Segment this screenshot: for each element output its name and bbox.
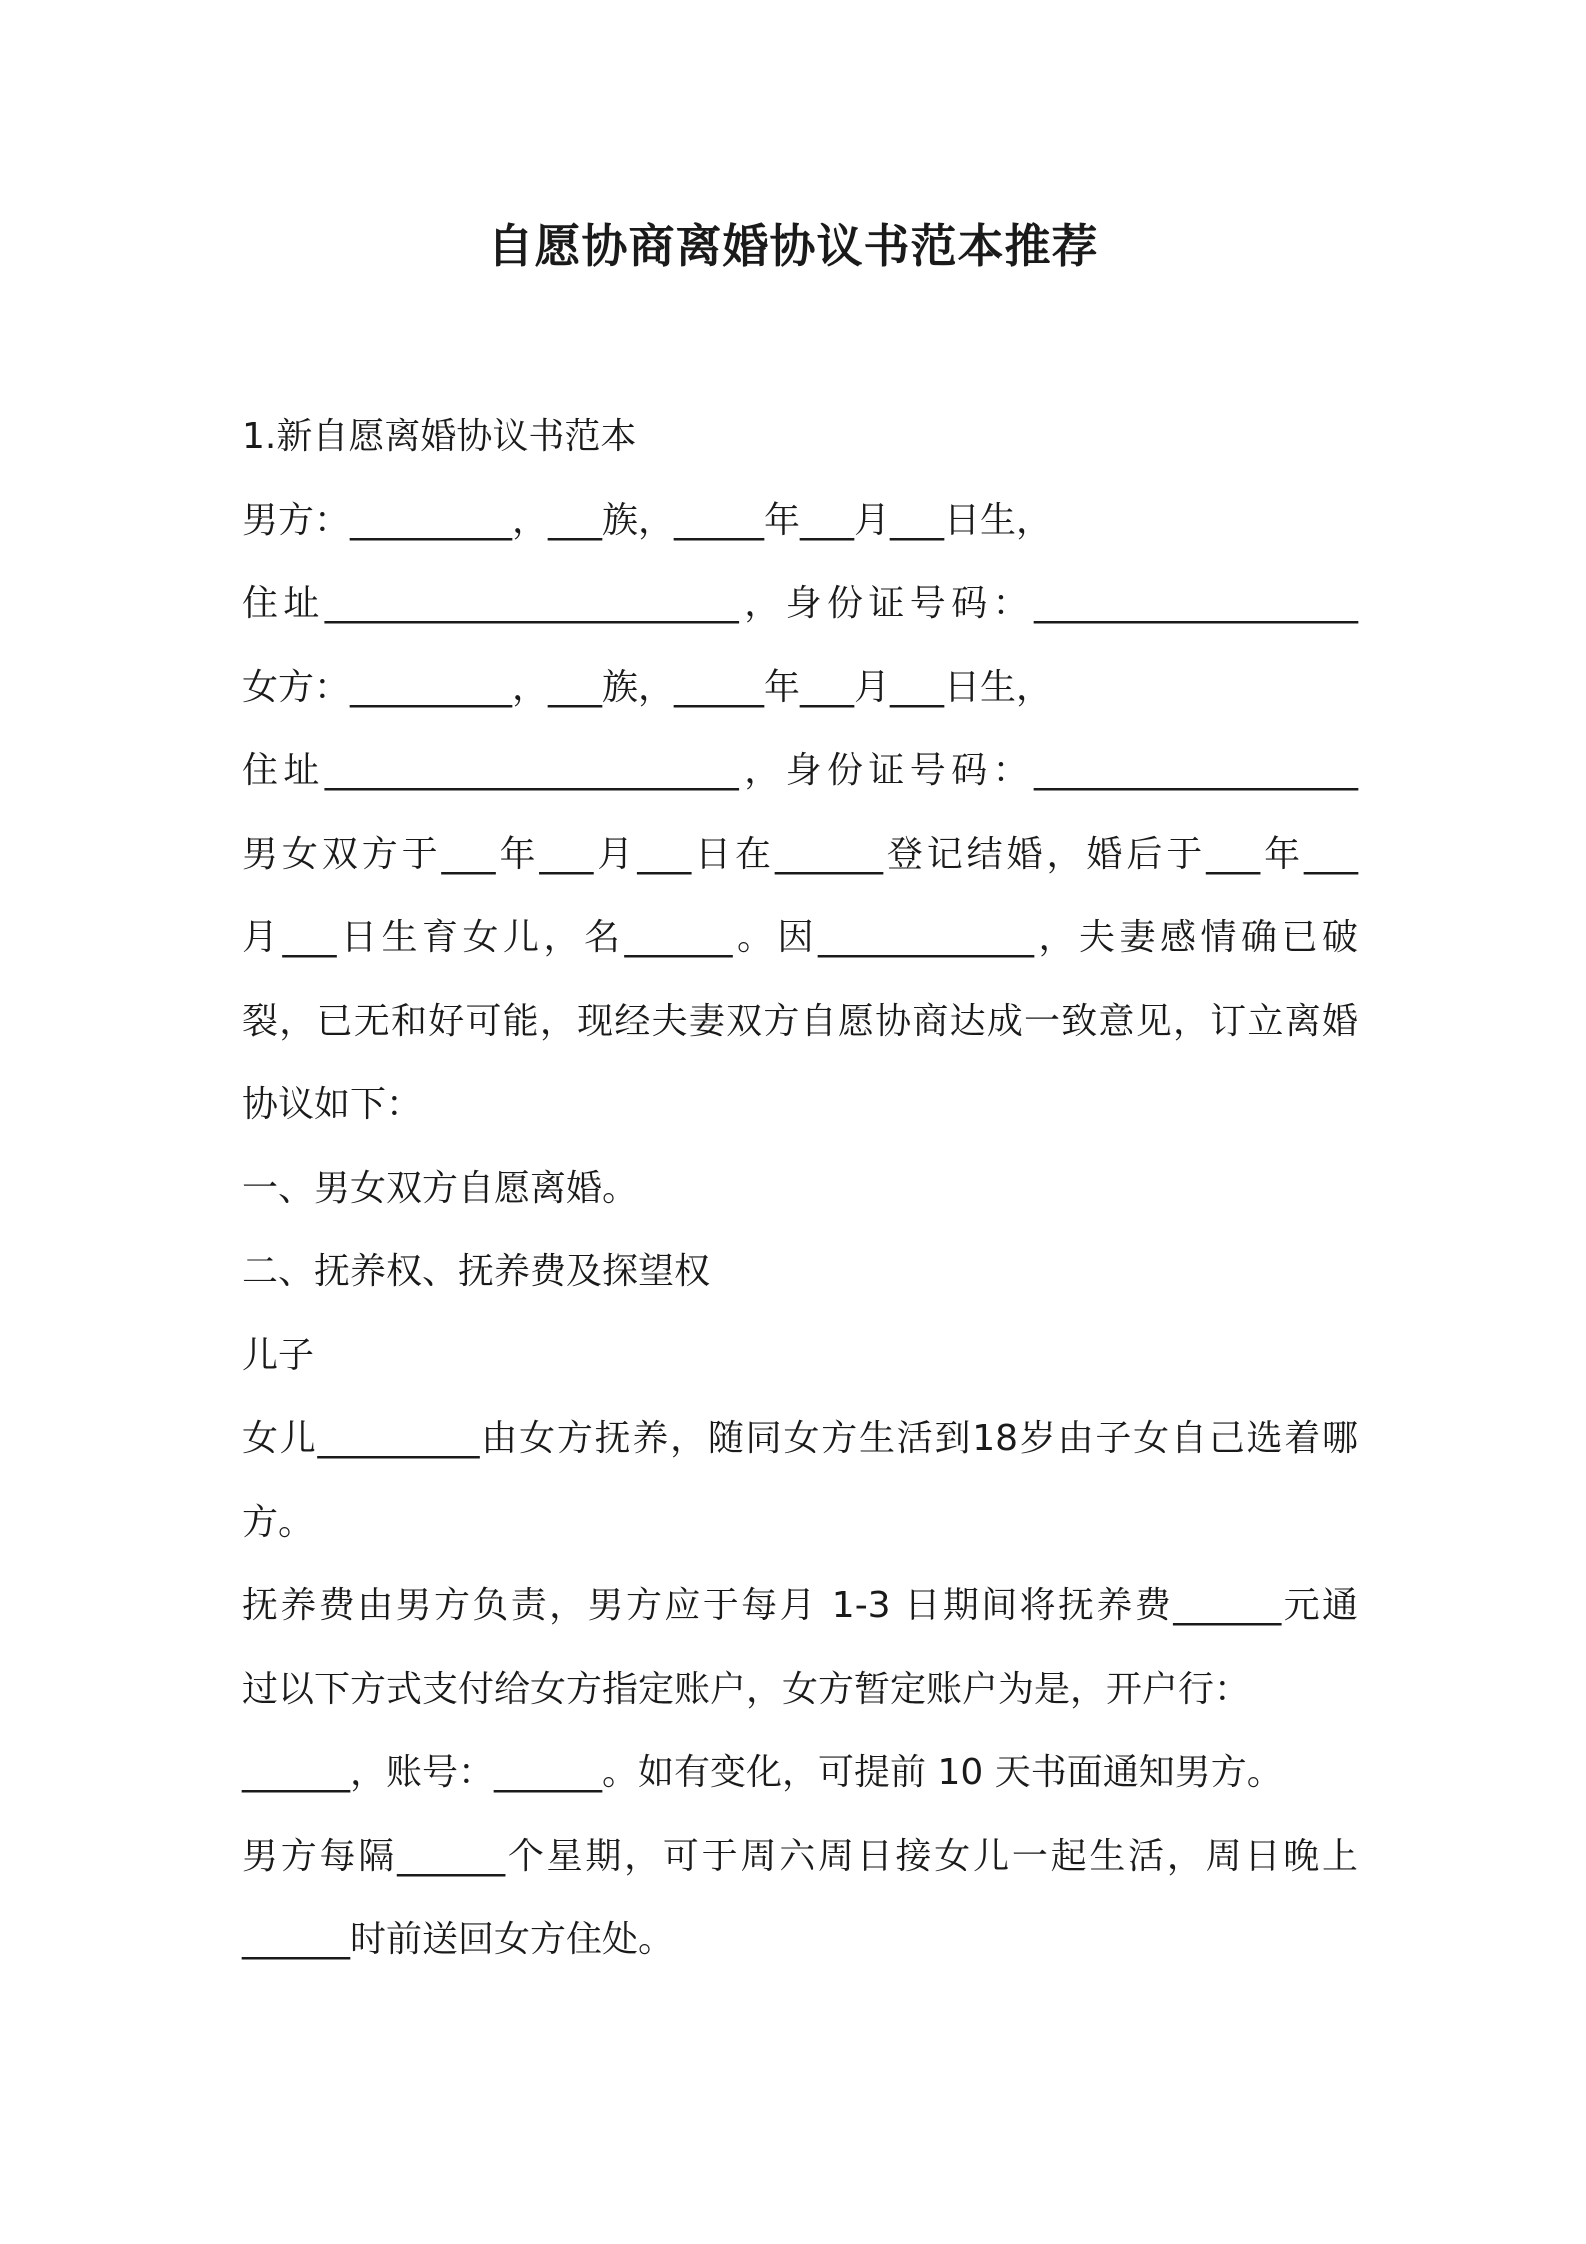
son-label: 儿子 (242, 1334, 315, 1376)
male-party-line: 男方：_________，___族，_____年___月___日生， (242, 499, 1053, 541)
visitation-line-2: ______时前送回女方住处。 (242, 1919, 675, 1960)
visitation-line-1: 男方每隔______个星期，可于周六周日接女儿一起生活，周日晚上 (242, 1835, 1358, 1877)
clause-two-heading: 二、抚养权、抚养费及探望权 (242, 1251, 711, 1292)
support-line-1: 抚养费由男方负责，男方应于每月 1-3 日期间将抚养费______元通 (242, 1585, 1358, 1626)
marriage-paragraph-line-1: 男女双方于___年___月___日在______登记结婚，婚后于___年___ (242, 833, 1358, 875)
document-title: 自愿协商离婚协议书范本推荐 (487, 219, 1099, 273)
clause-one: 一、男女双方自愿离婚。 (242, 1167, 639, 1209)
marriage-paragraph-line-2: 月___日生育女儿，名______。因____________，夫妻感情确已破 (242, 917, 1358, 958)
female-party-line: 女方：_________，___族，_____年___月___日生， (242, 666, 1053, 708)
marriage-paragraph-line-3: 裂，已无和好可能，现经夫妻双方自愿协商达成一致意见，订立离婚 (242, 1000, 1358, 1042)
female-address-line: 住址_______________________，身份证号码：__________________ (242, 750, 1358, 791)
marriage-paragraph-line-4: 协议如下： (242, 1084, 423, 1125)
male-address-line: 住址_______________________，身份证号码：__________________ (242, 583, 1358, 624)
document-body (242, 407, 1358, 1994)
custody-line-1: 女儿_________由女方抚养，随同女方生活到18岁由子女自己选着哪 (242, 1418, 1358, 1459)
section-heading-1: 1.新自愿离婚协议书范本 (242, 416, 637, 457)
support-line-2: 过以下方式支付给女方指定账户，女方暂定账户为是，开户行： (242, 1668, 1251, 1710)
custody-line-2: 方。 (242, 1501, 315, 1543)
support-line-3: ______，账号：______。如有变化，可提前 10 天书面通知男方。 (242, 1752, 1283, 1793)
